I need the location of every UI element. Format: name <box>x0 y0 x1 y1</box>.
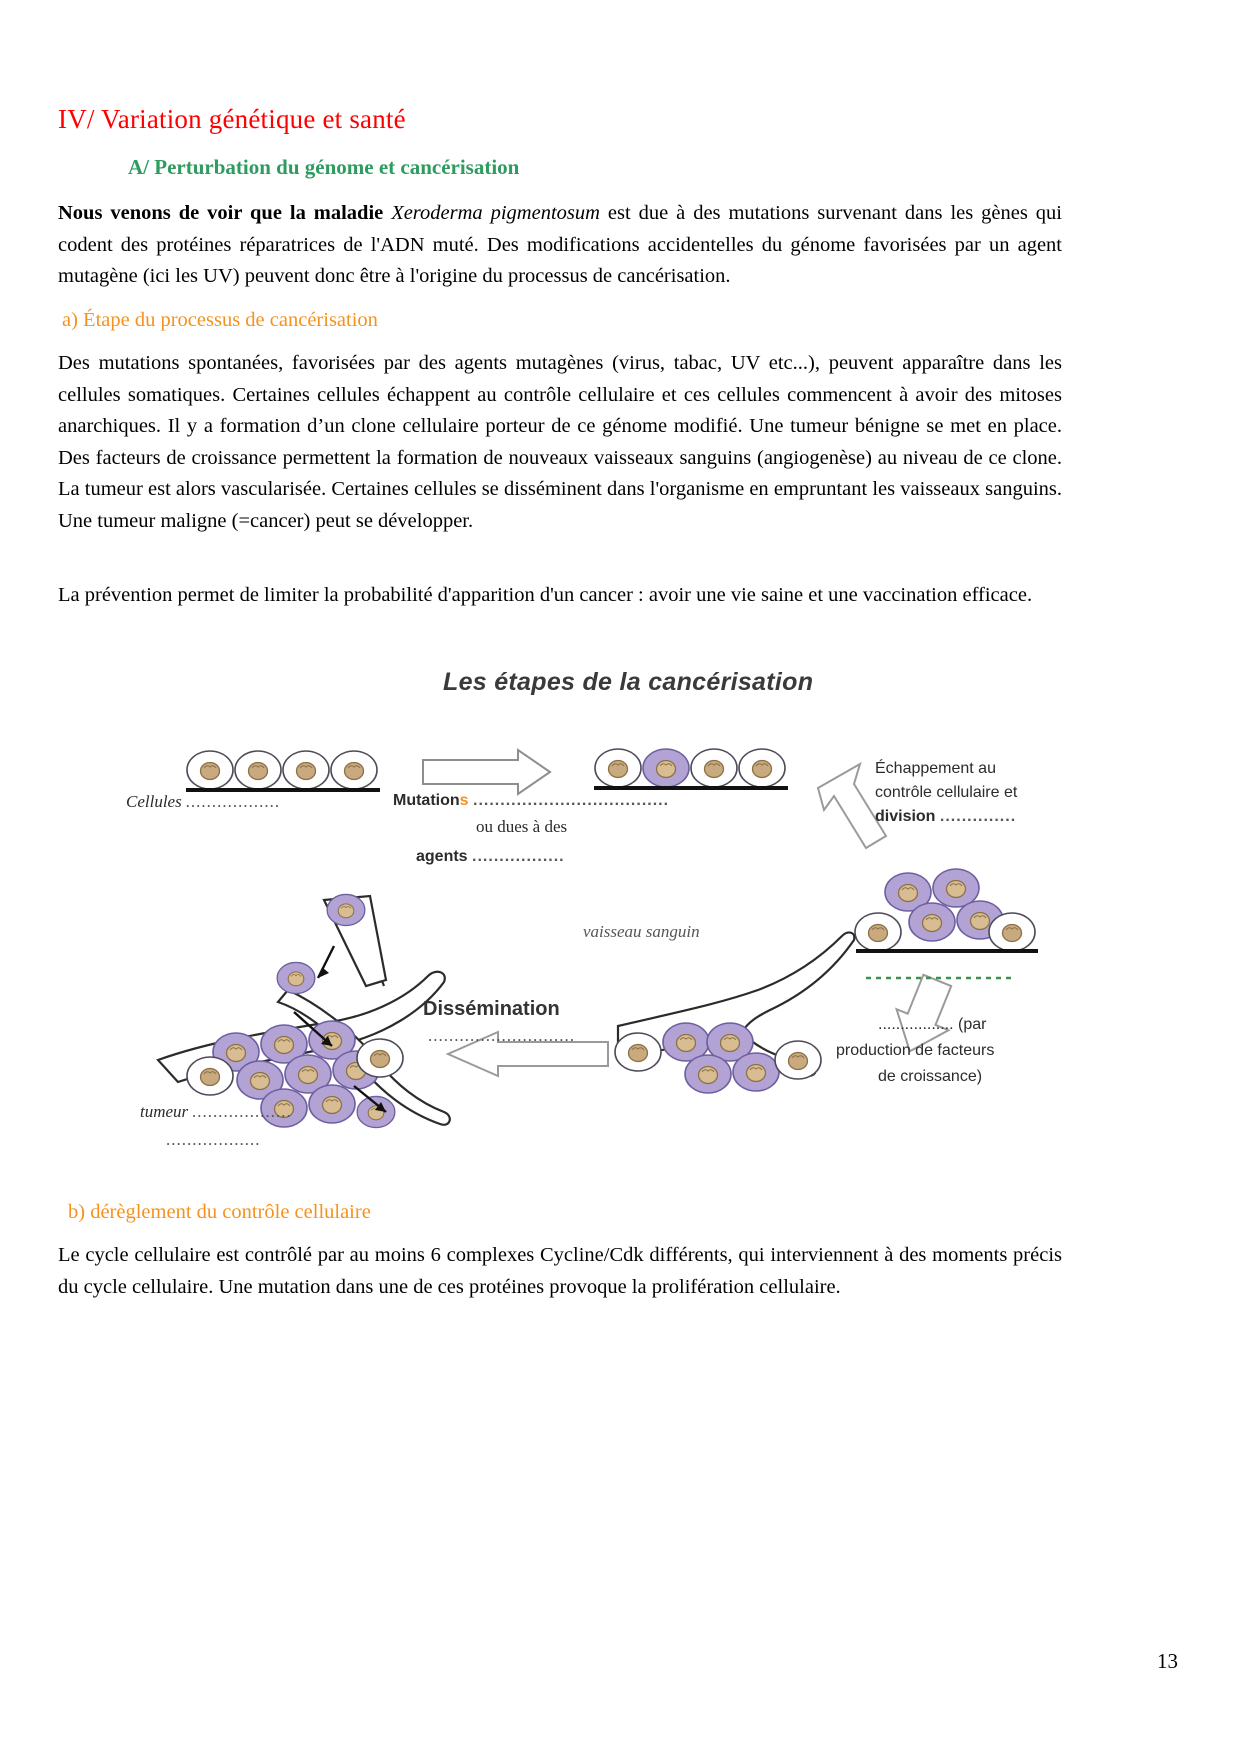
figure-label-tumeur-dots2: .................. <box>166 1130 261 1149</box>
figure-title: Les étapes de la cancérisation <box>443 668 814 696</box>
figure-label-echappement-line2: contrôle cellulaire et <box>875 784 1018 801</box>
figure-label-dissemination-dots: ............................ <box>428 1026 575 1045</box>
paragraph-prevention: La prévention permet de limiter la probabilité d'apparition d'un cancer : avoir une vie saine et une vaccination efficace. <box>58 584 1033 606</box>
figure-label-cellules: Cellules .................. <box>126 792 281 811</box>
paragraph-intro-lead: Nous venons de voir que la maladie <box>58 202 392 224</box>
species-name: Xeroderma pigmentosum <box>391 202 600 224</box>
page-title: IV/ Variation génétique et santé <box>58 104 406 134</box>
subsection-heading: A/ Perturbation du génome et cancérisation <box>128 155 520 179</box>
figure-label-ou-dues: ou dues à des <box>476 817 568 836</box>
figure-label-agents: agents ................. <box>416 848 565 865</box>
figure-illustration <box>118 660 1058 1170</box>
figure-label-tumeur: tumeur ................... <box>140 1102 293 1121</box>
figure-label-par: ................. (par <box>878 1016 987 1033</box>
figure-label-mutations: Mutations .................................... <box>393 792 670 809</box>
heading-part-a: a) Étape du processus de cancérisation <box>62 309 378 331</box>
figure-label-croissance: de croissance) <box>878 1068 983 1085</box>
paragraph-intro <box>58 198 1062 293</box>
figure-label-dissemination: Dissémination <box>423 998 560 1020</box>
figure-label-echappement-line1: Échappement au <box>875 760 996 777</box>
figure-label-production: production de facteurs <box>836 1042 995 1059</box>
paragraph-cell-cycle: Le cycle cellulaire est contrôlé par au moins 6 complexes Cycline/Cdk différents, qui interviennent à des moments précis du cycle cellulaire. Une mutation dans une de ces protéines provoque la prolifération cellulaire. <box>58 1244 1062 1298</box>
figure-label-vaisseau: vaisseau sanguin <box>583 922 700 941</box>
figure-cancerization-steps <box>118 660 1058 1170</box>
page-number: 13 <box>1157 1649 1178 1673</box>
figure-label-division: division .............. <box>875 808 1017 825</box>
heading-part-b: b) dérèglement du contrôle cellulaire <box>68 1201 371 1223</box>
paragraph-steps: Des mutations spontanées, favorisées par des agents mutagènes (virus, tabac, UV etc...), peuvent apparaître dans les cellules somatiques. Certaines cellules échappent au contrôle cellulaire et ces cellules commencent à avoir des mitoses anarchiques. Il y a formation d’un clone cellulaire porteur de ce génome modifié. Une tumeur bénigne se met en place. Des facteurs de croissance permettent la formation de nouveaux vaisseaux sanguins (angiogenèse) au niveau de ce clone. La tumeur est alors vascularisée. Certaines cellules se disséminent dans l'organisme en empruntant les vaisseaux sanguins. Une tumeur maligne (=cancer) peut se développer. <box>58 352 1062 532</box>
paragraph-intro-rest: est due à des mutations survenant dans les gènes qui codent des protéines réparatrices de l'ADN muté. Des modifications accidentelles du génome favorisées par un agent mutagène (ici les UV) peuvent donc être à l'origine du processus de cancérisation. <box>58 202 1062 287</box>
